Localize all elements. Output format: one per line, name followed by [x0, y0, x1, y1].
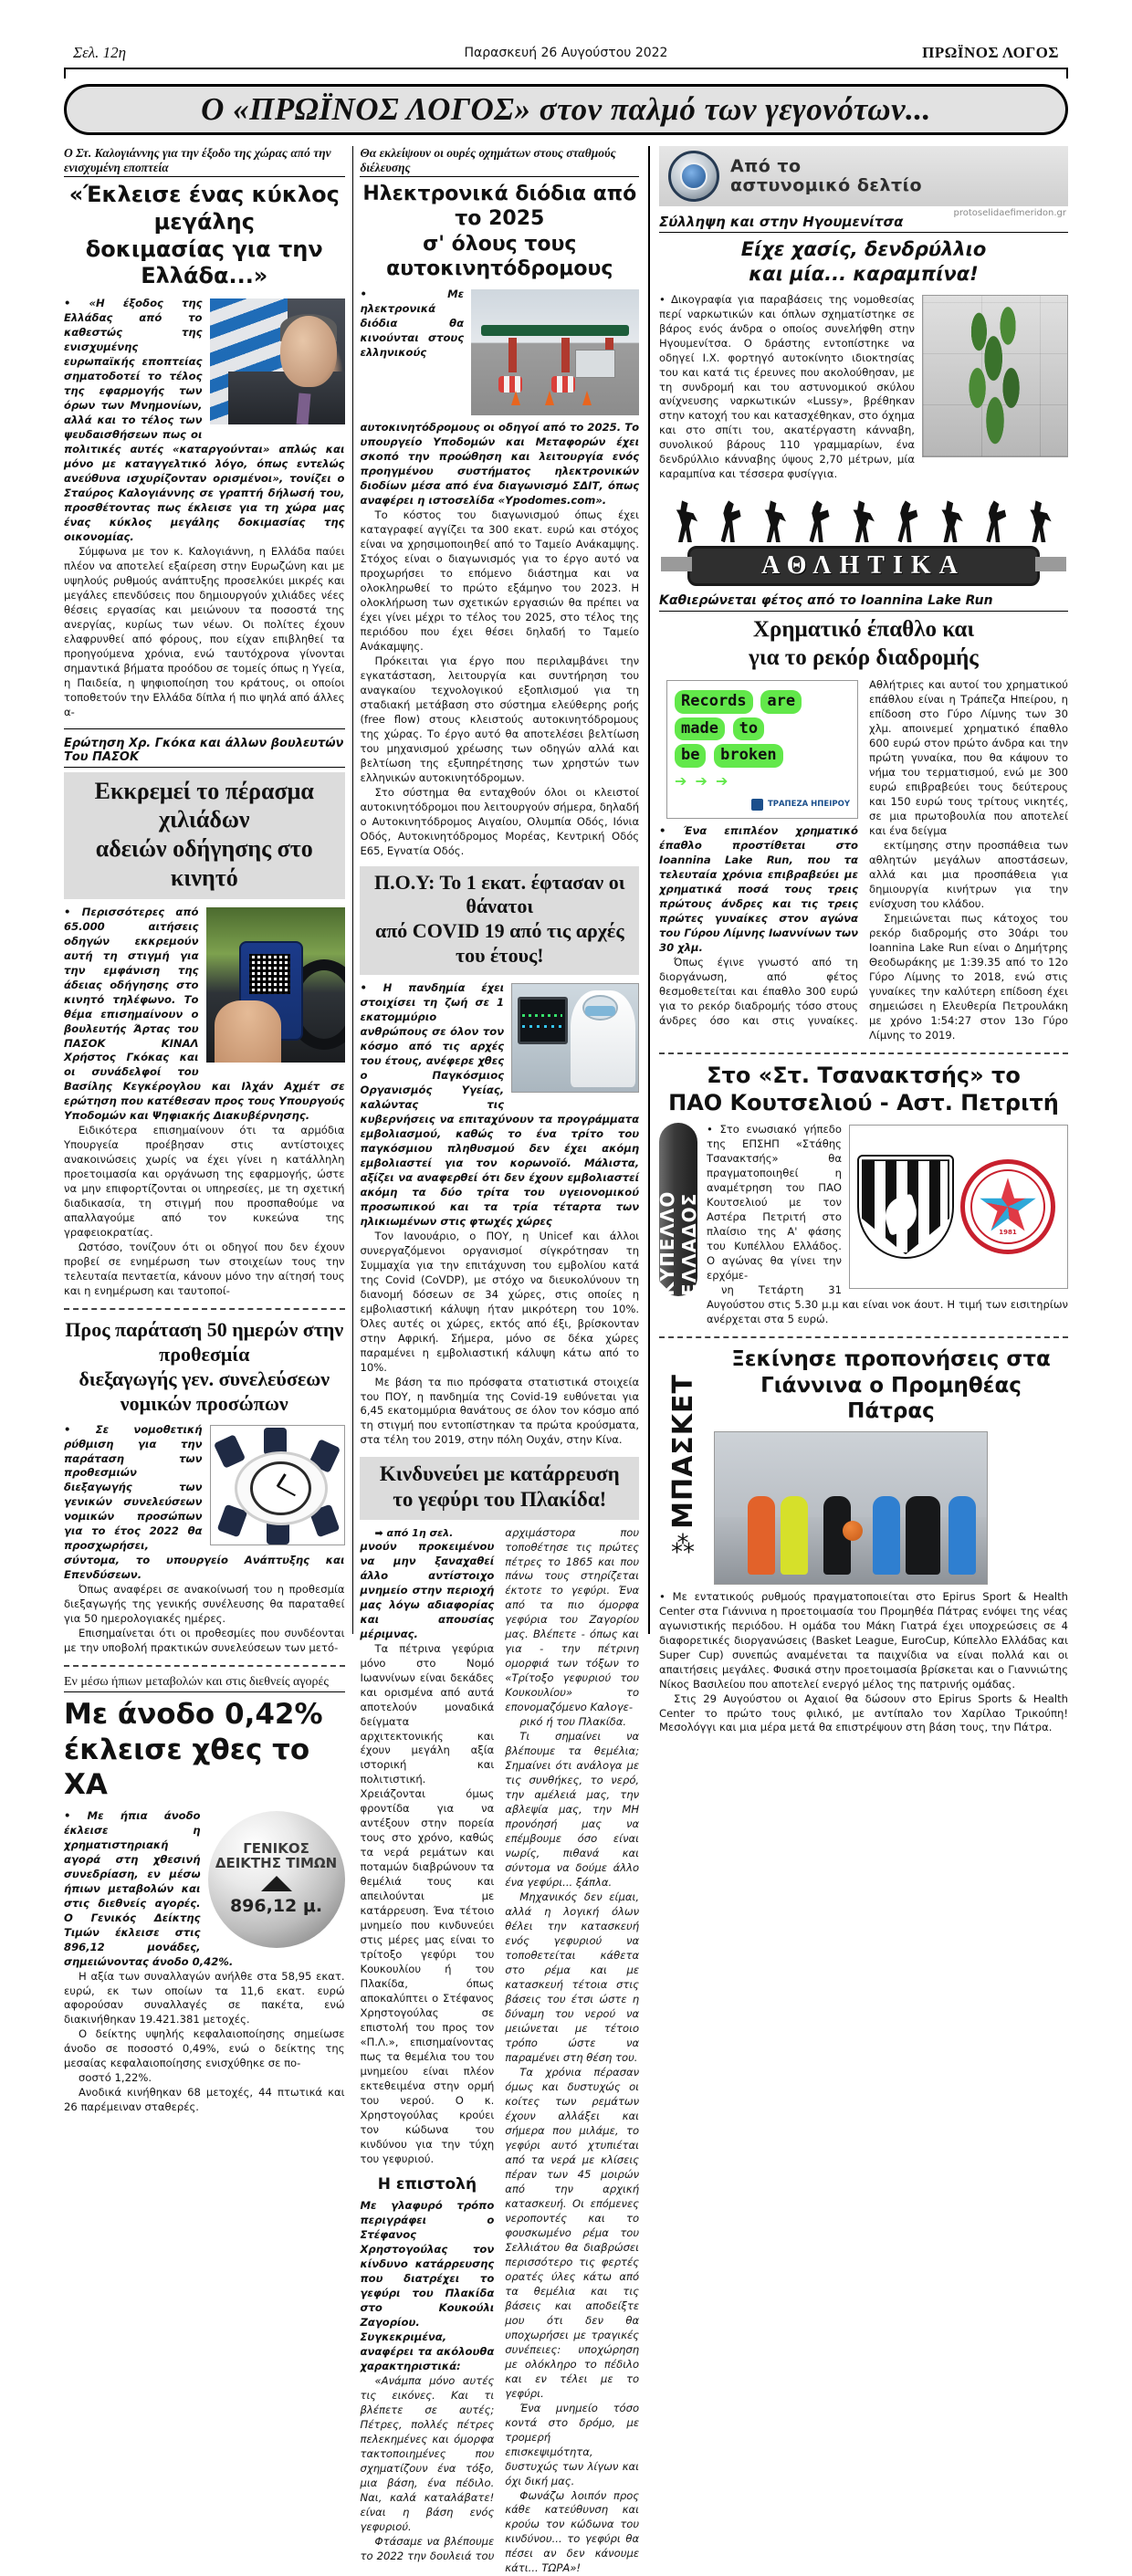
- poster-line-2: [675, 717, 850, 740]
- article-body: [707, 1123, 1068, 1327]
- basket-content-row: [659, 1346, 1068, 1585]
- headline-line-1: Είχε χασίς, δενδρύλλιο: [659, 237, 1068, 262]
- poster-word: to: [733, 717, 764, 740]
- poster-word: be: [675, 744, 706, 767]
- divider: [659, 1336, 1068, 1338]
- paragraph: Τα χρόνια πέρασαν όμως και δυστυχώς οι κοίτες των ρεμάτων έχουν αλλάξει και σήμερα που μιλάμε, το γεφύρι αυτό χτυπιέται από τα νερά με κλίσεις πέραν των 45 μοιρών από την αρχική κατασκευή. Οι επόμενες νεροποντές και το φουσκωμένο ρέμα του Σελλιάτου θα διαβρώσει περισσότερο τις φερτές ορατές ύλες κάτω από τα θεμέλια και τις βάσεις και αποδείξτε μου ότι δεν θα υποχωρήσει με τραγικές συνέπειες: υποχώρηση με ολόκληρο το πέδιλο και εν τέλει με το γεφύρι.: [505, 2066, 639, 2402]
- athlete-silhouette-icon: [763, 500, 787, 542]
- photo-kalogiannis: [210, 298, 345, 424]
- athlete-silhouette-icon: [675, 500, 698, 542]
- paragraph: Ο δείκτης υψηλής κεφαλαιοποίησης σημείωσε άνοδο σε ποσοστό 0,49%, ενώ ο δείκτης της μεσαίας κεφαλαιοποίησης ενισχύθηκε σε πο-: [64, 2027, 345, 2071]
- paragraph: Ένα μνημείο τόσο κοντά στο δρόμο, με τρομερή επισκεψιμότητα, δυστυχώς των λίγων και όχι δική μας.: [505, 2402, 639, 2489]
- bank-logo-icon: [751, 799, 763, 811]
- sports-section-banner: [659, 544, 1068, 588]
- paragraph: • Σε νομοθετική ρύθμιση για την παράταση των προθεσμιών διεξαγωγής των γενικών συνελεύσεων νομικών προσώπων για το έτος 2022 θα προσχωρήσει, σύντομα, το υπουργείο Ανάπτυξης και Επενδύσεων.: [64, 1423, 345, 1584]
- issue-date: Παρασκευή 26 Αυγούστου 2022: [64, 46, 1068, 60]
- paragraph: • «Η έξοδος της Ελλάδας από το καθεστώς της ενισχυμένης ευρωπαϊκής εποπτείας σηματοδοτεί το τέλος της εφαρμογής των όρων των Μνημονίων, αλλά και το τέλος των ψευδαισθήσεων πως οι πολιτικές αυτές «καταργούνται» απλώς και μόνο με καταγγελτικό λόγο, όπως εντελώς ανεύθυνα ισχυρίζονταν ορισμένοι», τονίζει ο Σταύρος Καλογιάννης σε γραπτή δήλωσή του, προσθέτοντας πως έκλεισε για τη χώρα μας ένας κύκλος μεγάλης δοκιμασίας της οικονομίας.: [64, 297, 345, 545]
- divider: [64, 1665, 345, 1667]
- column-left: [64, 146, 345, 1634]
- article-stocks: [64, 1675, 345, 2115]
- article-body: [64, 906, 345, 1300]
- article-headline: [360, 866, 639, 975]
- photo-covid-nurse: [511, 983, 639, 1093]
- paragraph: Το κόστος του διαγωνισμού όπως έχει καταγραφεί αγγίζει τα 300 εκατ. ευρώ και στόχος είναι να χρησιμοποιηθεί από το Ταμείο Ανάκαμψης. Στόχος είναι ο διαγωνισμός για το έργο αυτό να προχωρήσει το επόμενο διάστημα και να ολοκληρωθεί το πρώτο εξάμηνο του 2023. Η ολοκλήρωση των σχετικών εργασιών θα πρέπει να έχει γίνει μέχρι το τέλος του 2025, στο τέλος της περιόδου που έχει θέσει δηλαδή το Ταμείο Ανάκαμψης.: [360, 508, 639, 654]
- paragraph: • Ένα επιπλέον χρηματικό έπαθλο προστίθεται στο Ioannina Lake Run, που τα τελευταία χρόνια επιβραβεύει με χρηματικά ποσά τους τρεις πρώτους άνδρες και τις τρεις πρώτες γυναίκες στον αγώνα του Γύρου Λίμνης Ιωαννίνων των 30 χλμ.: [659, 678, 858, 956]
- headline-line-1: Με άνοδο 0,42%: [64, 1697, 345, 1732]
- paragraph: Τι σημαίνει να βλέπουμε τα θεμέλια; Σημαίνει ότι ανάλογα με τις συνθήκες, το νερό, την αμέλειά μας, την αβλεψία μας, την ΜΗ προνόησή μας να επέμβουμε όσο είναι νωρίς, πιθανά και σύντομα να δούμε άλλο ένα γεφύρι... ξάπλα.: [505, 1730, 639, 1890]
- poster-line-3: [675, 744, 850, 767]
- article-kicker: Εν μέσω ήπιων μεταβολών και στις διεθνείς αγορές: [64, 1675, 345, 1692]
- divider: [64, 728, 345, 729]
- sports-banner-plaque: [687, 546, 1039, 586]
- banner-tab-right: [1035, 557, 1066, 571]
- bank-name: ΤΡΑΠΕΖΑ ΗΠΕΙΡΟΥ: [768, 801, 850, 809]
- article-headline: [659, 616, 1068, 672]
- athlete-silhouette-icon: [852, 500, 875, 542]
- paragraph: • Δικογραφία για παραβάσεις της νομοθεσίας περί ναρκωτικών και όπλων σχηματίστηκε σε βάρος ενός άνδρα ο οποίος συνελήφθη στην Ηγουμενίτσα. Ο δράστης εντοπίστηκε να οδηγεί Ι.Χ. φορτηγό αυτοκίνητο ιδιοκτησίας του και κατά τις έρευνες που ακολούθησαν, με τη συνδρομή και του αστυνομικού σκύλου ανίχνευσης ναρκωτικών «Lussy», βρέθηκαν στην κατοχή του και κατασχέθηκαν, στο όχημα και στο σπίτι του, ακατέργαστη κάνναβη, συνολικού βάρους 110 γραμμαρίων, ένα δενδρύλλιο κάνναβης ύψους 2,70 μέτρων, μία καραμπίνα και τέσσερα φυσίγγια.: [659, 293, 1068, 483]
- sub-headline: Η επιστολή: [360, 2174, 494, 2195]
- article-kicker: Σύλληψη και στην Ηγουμενίτσα: [659, 214, 1068, 233]
- column-middle: [360, 146, 639, 1634]
- masthead-rule: [64, 68, 1068, 69]
- watermark: protoselidaefimeridon.gr: [954, 208, 1066, 218]
- headline-line-2: αδειών οδήγησης στο κινητό: [68, 834, 341, 892]
- paragraph: • Η πανδημία έχει στοιχίσει τη ζωή σε 1 εκατομμύριο ανθρώπους σε όλον τον κόσμο από τις αρχές του έτους, ανέφερε χθες ο Παγκόσμιος Οργανισμός Υγείας, καλώντας τις κυβερνήσεις να επιταχύνουν τα προγράμματα εμβολιασμού, καθώς το ένα τρίτο του παγκόσμιου πληθυσμού δεν έχει ακόμη εμβολιαστεί για τον κορωνοϊό. Μάλιστα, αξίζει να αναφερθεί ότι δεν έχουν εμβολιαστεί ακόμη τα δύο τρίτα του υγειονομικού προσωπικού και τα τρία τέταρτα των ηλικιωμένων στις φτωχές χώρες: [360, 981, 639, 1230]
- article-headline: [360, 182, 639, 281]
- article-body: [64, 1423, 345, 1657]
- police-badge-icon: [668, 151, 719, 202]
- article-headline: [360, 1457, 639, 1519]
- basket-side-label-text: ΜΠΑΣΚΕΤ: [667, 1374, 699, 1529]
- paragraph: νη Τετάρτη 31 Αυγούστου στις 5.30 μ.μ και είναι νοκ άουτ. Η τιμή των εισιτηρίων ανέρχεται στα 5 ευρώ.: [707, 1283, 1068, 1327]
- club-crests: [849, 1125, 1068, 1289]
- headline-line-1: «Έκλεισε ένας κύκλος μεγάλης: [64, 182, 345, 236]
- cup-side-label-text: ΚΥΠΕΛΛΟ ΕΛΛΑΔΟΣ: [656, 1123, 700, 1296]
- article-body: [360, 288, 639, 859]
- article-police: [659, 214, 1068, 482]
- paragraph: Με γλαφυρό τρόπο περιγράφει ο Στέφανος Χρηστογούλας τον κίνδυνο κατάρρευσης που διατρέχει το γεφύρι του Πλακίδα στο Κουκούλι Ζαγορίου. Συγκεκριμένα, αναφέρει τα ακόλουθα χαρακτηριστικά:: [360, 2199, 494, 2374]
- article-body: [360, 1526, 639, 2576]
- running-figure-icon: ⁂: [671, 1533, 695, 1556]
- poster-word: are: [760, 690, 802, 713]
- paragraph: Σημειώνεται πως κάτοχος του ρεκόρ διαδρομής στο 30άρι του Ioannina Lake Run είναι ο Δημήτρης Θεοδωράκης με 1:39.35 από το 12ο Γύρο Λίμνης το 2018, ενώ στις γυναίκες την καλύτερη επίδοση έχει σημειώσει η Ελευθερία Πετρουλάκη με χρόνο 1:54:27 στον 13ο Γύρο Λίμνης το 2019.: [869, 912, 1068, 1043]
- paragraph: Φτάσαμε να βλέπουμε το 2022 την δουλειά του αρχιμάστορα που τοποθέτησε τις πρώτες πέτρες το 1865 και που πάνω τους στηρίζεται έκτοτε το γεφύρι. Ένα από τα πιο όμορφα γεφύρια του Ζαγορίου μας. Βλέπετε - όπως και για - την πέτρινη ομορφιά των τόξων το «Τρίτοξο γεφυριού του Κουκουλίου» το επονομαζόμενο Καλογε-: [360, 1526, 639, 2576]
- divider: [659, 1052, 1068, 1054]
- article-headline: [714, 1346, 1068, 1425]
- headline-line-2: ΠΑΟ Κουτσελιού - Αστ. Πετριτή: [659, 1090, 1068, 1117]
- crest-pao-koutseliou: [862, 1159, 949, 1254]
- paragraph: Στις 29 Αυγούστου οι Αχαιοί θα δώσουν στο Epirus Sports & Health Center το πρώτο τους φιλικό, με αντίπαλο τον Χαρίλαο Τρικούπη! Μεσολόγγι και μια μέρα μετά θα επιστρέψουν στη βάση τους, την Πάτρα.: [659, 1692, 1068, 1736]
- page-number: Σελ. 12η: [69, 44, 131, 62]
- headline-line-1: Π.Ο.Υ: Το 1 εκατ. έφτασαν οι θάνατοι: [363, 871, 635, 920]
- athlete-silhouette-icon: [940, 500, 964, 542]
- column-right: [659, 146, 1068, 1634]
- police-title-line-1: Από το: [730, 157, 922, 176]
- article-licences: [64, 737, 345, 1300]
- crest-asteras-petriti: 1981: [960, 1159, 1055, 1254]
- article-headline: [64, 1318, 345, 1416]
- divider: [64, 1308, 345, 1310]
- athlete-silhouette-icon: [719, 500, 743, 542]
- paragraph: Επισημαίνεται ότι οι προθεσμίες που συνδέονται με την υποβολή πρακτικών συνελεύσεων των μετό-: [64, 1627, 345, 1656]
- index-label-1: ΓΕΝΙΚΟΣ: [243, 1841, 309, 1857]
- poster-arrows-icon: ➔ ➔ ➔: [675, 771, 850, 791]
- masthead: [64, 44, 1068, 79]
- paragraph: Ανοδικά κινήθηκαν 68 μετοχές, 44 πτωτικά και 26 παρέμειναν σταθερές.: [64, 2086, 345, 2115]
- article-kicker: Ερώτηση Χρ. Γκόκα και άλλων βουλευτών Του ΠΑΣΟΚ: [64, 737, 345, 768]
- paragraph: • Με ηλεκτρονικά διόδια θα κινούνται στους ελληνικούς αυτοκινητόδρομους οι οδηγοί από το 2025. Το υπουργείο Υποδομών και Μεταφορών έχει σκοπό την προώθηση και λειτουργία ενός προηγμένου συστήματος ηλεκτρονικών διοδίων μέσα από ένα διαγωνισμό ΣΔΙΤ, όπως αναφέρει η ιστοσελίδα «Ypodomes.com».: [360, 288, 639, 508]
- article-body: [64, 297, 345, 720]
- article-basket: [659, 1346, 1068, 1735]
- article-tolls: [360, 146, 639, 859]
- paragraph: «Ανάμπα μόνο αυτές τις εικόνες. Και τι βλέπετε σε αυτές; Πέτρες, πολλές πέτρες πελεκημένες και όμορφα τακτοποιημένες που σχηματίζουν ένα τόξο, μια βάση, ένα πέδιλο. Ναι, καλά καταλάβατε! είναι η βάση ενός γεφυριού.: [360, 2374, 494, 2535]
- police-section-header: [659, 146, 1068, 206]
- headline-line-2: διεξαγωγής γεν. συνελεύσεων νομικών προσώπων: [64, 1367, 345, 1417]
- headline-line-1: Χρηματικό έπαθλο και: [659, 616, 1068, 644]
- headline-line-1: Εκκρεμεί το πέρασμα χιλιάδων: [68, 777, 341, 834]
- paragraph: Μηχανικός δεν είμαι, αλλά η λογική όλων θέλει την κατασκευή ενός γεφυριού να τοποθετείται κάθετα στο ρέμα και με κατασκευή τέτοια στις βάσεις του έτσι ώστε η δύναμη του νερού να μειώνεται με τέτοιο τρόπο ώστε να παραμένει στη θέση του.: [505, 1890, 639, 2066]
- article-body: [64, 1809, 345, 2116]
- article-body: [659, 293, 1068, 483]
- poster-sponsor: [751, 799, 850, 811]
- column-divider: [352, 146, 353, 1634]
- basket-main: [714, 1346, 1068, 1585]
- cup-content-row: [659, 1123, 1068, 1327]
- paragraph: • Με ήπια άνοδο έκλεισε η χρηματιστηριακή αγορά στη χθεσινή συνεδρίαση, εν μέσω ήπιων μεταβολών και στις διεθνείς αγορές. Ο Γενικός Δείκτης Τιμών έκλεισε στις 896,12 μονάδες, σημειώνοντας άνοδο 0,42%.: [64, 1809, 345, 1970]
- paragraph: Σύμφωνα με τον κ. Καλογιάννη, η Ελλάδα παύει πλέον να αποτελεί εξαίρεση στην Ευρωζώνη και με υψηλούς ρυθμούς ανάπτυξης προσελκύει μικρές και μεγάλες επενδύσεις που δημιουργούν χιλιάδες νέες θέσεις εργασίας και μειώνουν τα ποσοστά της ανεργίας, κυρίως των νέων. Οι πολίτες έχουν ελαφρυνθεί από φόρους, που είχαν επιβληθεί τα προηγούμενα χρόνια, ενώ ταυτόχρονα γίνονται σημαντικά βήματα προόδου σε τομείς όπως η Υγεία, η Παιδεία, η ψηφιοποίηση του κράτους, οι οποίοι τοποθετούν την Ελλάδα δίπλα ή πιο ψηλά από άλλες α-: [64, 545, 345, 720]
- poster-records-are-made-to-be-broken: [666, 680, 858, 819]
- paragraph: ρικό ή του Πλακίδα.: [505, 1715, 639, 1730]
- paragraph: • Στο ενωσιακό γήπεδο της ΕΠΣΗΠ «Στάθης Τσανακτσής» θα πραγματοποιηθεί η αναμέτρηση του ΠΑΟ Κουτσελιού με τον Αστέρα Πετριτή στο πλαίσιο της Α' φάσης του Κυπέλλου Ελλάδος. Ο αγώνας θα γίνει την ερχόμε-: [707, 1123, 1068, 1283]
- photo-basketball-training: [714, 1431, 988, 1585]
- athlete-silhouette-icon: [1029, 500, 1053, 542]
- headline-line-2: το γεφύρι του Πλακίδα!: [363, 1487, 635, 1513]
- police-section-title: [730, 157, 922, 196]
- headline-line-2: έκλεισε χθες το ΧΑ: [64, 1733, 345, 1803]
- headline-line-2: Γιάννινα ο Προμηθέας Πάτρας: [714, 1373, 1068, 1425]
- article-body: [659, 1590, 1068, 1736]
- sports-silhouettes-strip: [659, 482, 1068, 542]
- article-bridge: [360, 1457, 639, 2576]
- article-headline: [64, 1697, 345, 1802]
- headline-line-1: Ηλεκτρονικά διόδια από το 2025: [360, 182, 639, 232]
- photo-toll-station: [471, 289, 639, 415]
- headline-line-1: Ξεκίνησε προπονήσεις στα: [714, 1346, 1068, 1373]
- column-divider: [648, 146, 650, 1634]
- poster-word: Records: [675, 690, 753, 713]
- photo-driving-licence-phone: [206, 907, 345, 1063]
- article-headline: [659, 1063, 1068, 1117]
- index-label-2: ΔΕΙΚΤΗΣ ΤΙΜΩΝ: [215, 1856, 337, 1871]
- index-value: 896,12 μ.: [230, 1894, 322, 1918]
- athlete-silhouette-icon: [984, 500, 1008, 542]
- athlete-silhouette-icon: [808, 500, 832, 542]
- photo-cannabis-seizure: [922, 295, 1068, 457]
- paragraph: μνούν προκειμένου να μην ξαναχαθεί άλλο αντίστοιχο μνημείο στην περιοχή μας λόγω αδιαφορίας και απουσίας μέριμνας.: [360, 1540, 494, 1642]
- paragraph: εκτίμησης στην προσπάθεια των αθλητών μεγάλων αποστάσεων, αλλά και μια προσπάθεια για δημιουργία κινήτρων για την ενίσχυση του κλάδου.: [869, 839, 1068, 912]
- headline-line-2: σ' όλους τους αυτοκινητόδρομους: [360, 232, 639, 282]
- article-assemblies: [64, 1318, 345, 1656]
- paragraph: σοστό 1,22%.: [64, 2071, 345, 2086]
- poster-word: made: [675, 717, 725, 740]
- page-columns: [64, 146, 1068, 1634]
- headline-line-2: και μία... καραμπίνα!: [659, 262, 1068, 287]
- cup-side-label: [659, 1123, 697, 1296]
- continued-from: ➡ από 1η σελ.: [360, 1526, 494, 1540]
- article-body: [360, 981, 639, 1449]
- paragraph: • Περισσότερες από 65.000 αιτήσεις οδηγών εκκρεμούν αυτή τη στιγμή για την εμφάνιση της άδειας οδήγησης στο κινητό τηλέφωνο. Το θέμα επισημαίνουν ο βουλευτής Άρτας του ΠΑΣΟΚ ΚΙΝΑΛ Χρήστος Γκόκας και οι συνάδελφοί του Βασίλης Κεγκέρογλου και Ιλχάν Αχμέτ σε ερώτηση που κατέθεσαν προς τους Υπουργούς Υποδομών και Ψηφιακής Διακυβέρνησης.: [64, 906, 345, 1125]
- paper-name: ΠΡΩΪΝΟΣ ΛΟΓΟΣ: [917, 44, 1063, 62]
- paragraph: Στο σύστημα θα ενταχθούν όλοι οι κλειστοί αυτοκινητόδρομοι που λειτουργούν σήμερα, δηλαδή ο Αυτοκινητόδρομος Αιγαίου, Ολυμπία Οδός, Ιόνια Οδός, Αυτοκινητόδρομος Μορέας, Κεντρική Οδός Ε65, Εγνατία Οδός.: [360, 786, 639, 859]
- paragraph: • Με εντατικούς ρυθμούς πραγματοποιείται στο Epirus Sport & Health Center στα Γιάννινα η προετοιμασία του Προμηθέα Πάτρας ενόψει της νέας αγωνιστικής περιόδου. Η ομάδα του Μάκη Γιατρά έχει υποχρεώσεις σε 4 διαφορετικές διοργανώσεις (Basket League, EuroCup, Κύπελλο Ελλάδας και Super Cup) συνεπώς αναμένεται τα παιχνίδια να είναι πολλά και οι απαιτήσεις μεγάλες. Φυσικά στην προετοιμασία βρίσκεται και ο Γιαννιώτης Νίκος Βασιλείου που αποτελεί ενεργό μέλος της πατρινής ομάδας.: [659, 1590, 1068, 1692]
- poster-line-1: [675, 690, 850, 713]
- athlete-silhouette-icon: [896, 500, 919, 542]
- article-kalogiannis: [64, 146, 345, 720]
- paragraph: Ειδικότερα επισημαίνουν ότι τα αρμόδια Υπουργεία προέβησαν στις αντίστοιχες ανακοινώσεις χωρίς να έχει γίνει η κατάλληλη προετοιμασία και οργάνωση της εφαρμογής, ώστε να μην επιφορτίζονται οι υπηρεσίες, με τη σχετική διαδικασία, τη στιγμή που προσπαθούμε να απαλλαγούμε από τον κυκεώνα της γραφειοκρατίας.: [64, 1124, 345, 1241]
- headline-line-2: δοκιμασίας για την Ελλάδα...»: [64, 236, 345, 291]
- headline-line-2: για το ρεκόρ διαδρομής: [659, 644, 1068, 673]
- stock-index-graphic: [208, 1811, 345, 1948]
- up-arrow-icon: [261, 1876, 292, 1891]
- paragraph: Τα πέτρινα γεφύρια μόνο στο Νομό Ιωαννίνων είναι δεκάδες και ορισμένα από αυτά αποτελούν μοναδικά δείγματα αρχιτεκτονικής και έχουν μεγάλη αξία ιστορική και πολιτιστική. Χρειάζονται όμως φροντίδα για να αντέξουν στην πορεία τους στο χρόνο, καθώς τα νερά ρεμάτων και ποταμών διαβρώνουν τα θεμέλιά τους και απειλούνται με κατάρρευση. Ένα τέτοιο μνημείο που κινδυνεύει στις μέρες μας είναι το τρίτοξο γεφύρι του Κουκουλίου ή του Πλακίδα, όπως αποκαλύπτει ο Στέφανος Χρηστογούλας σε επιστολή του προς τον «Π.Λ.», επισημαίνοντας πως τα θεμέλια του του μνημείου είναι πλέον εκτεθειμένα στην ορμή του νερού. Ο κ. Χρηστογούλας κρούει τον κώδωνα του κινδύνου για την τύχη του γεφυριού.: [360, 1642, 494, 2167]
- basket-side-label: [659, 1346, 707, 1556]
- section-banner-text: Ο «ΠΡΩΪΝΟΣ ΛΟΓΟΣ» στον παλμό των γεγονότων...: [201, 91, 931, 128]
- paragraph: Πρόκειται για έργο που περιλαμβάνει την εγκατάσταση, λειτουργία και συντήρηση του αναγκαίου τεχνολογικού εξοπλισμού για τη σταδιακή μετάβαση στο σύστημα ελεύθερης ροής (free flow) στους κλειστούς αυτοκινητόδρομους της χώρας. Το έργο αυτό θα αποτελέσει βελτίωση του μηχανισμού χρέωσης των οδηγών αλλά και βελτίωση της εξυπηρέτησης των χρηστών των ελληνικών αυτοκινητόδρομων.: [360, 654, 639, 786]
- headline-line-1: Προς παράταση 50 ημερών στην προθεσμία: [64, 1318, 345, 1367]
- article-cup: [659, 1063, 1068, 1327]
- paragraph: Με βάση τα πιο πρόσφατα στατιστικά στοιχεία του ΠΟΥ, η πανδημία της Covid-19 ευθύνεται για 6,45 εκατομμύρια θανάτους σε όλον τον κόσμο από τη στιγμή που εντοπίστηκαν τα πρώτα κρούσματα, στα τέλη του 2019, στην πόλη Ουχάν, στην Κίνα.: [360, 1376, 639, 1449]
- police-title-line-2: αστυνομικό δελτίο: [730, 176, 922, 195]
- newspaper-page: [0, 44, 1132, 1661]
- sports-banner-text: ΑΘΛΗΤΙΚΑ: [761, 551, 966, 581]
- article-kicker: Θα εκλείψουν οι ουρές οχημάτων στους σταθμούς διέλευσης: [360, 146, 639, 177]
- banner-tab-left: [661, 557, 692, 571]
- headline-line-2: από COVID 19 από τις αρχές του έτους!: [363, 919, 635, 969]
- general-index-sphere: [208, 1811, 345, 1948]
- photo-meeting-table-clock: [210, 1425, 345, 1545]
- article-who: [360, 866, 639, 1449]
- headline-line-1: Κινδυνεύει με κατάρρευση: [363, 1461, 635, 1487]
- article-body: [659, 678, 1068, 1043]
- paragraph: Όπως έγινε γνωστό από τη διοργάνωση, από φέτος θεσμοθετείται και έπαθλο 300 ευρώ για το ρεκόρ διαδρομής τόσο στους άνδρες όσο και στις γυναίκες. Αθλήτριες και αυτοί του χρηματικού επάθλου είναι η Τράπεζα Ηπείρου, η επίδοση στο Γύρο Λίμνης των 30 χλμ. αποινεμεί χρηματικό έπαθλο 600 ευρώ στον πρώτο άνδρα και την πρώτη γυναίκα, που θα κάψουν το νήμα του τερματισμού, ενώ με 300 ευρώ επιβραβεύει τους δεύτερους και 150 ευρώ τους τρίτους νικητές, σε μια πρωτοβουλία που αποτελεί και ένα δείγμα: [659, 678, 1068, 1043]
- section-banner: [64, 84, 1068, 135]
- article-lakerun: [659, 593, 1068, 1042]
- article-kicker: Ο Στ. Καλογιάννης για την έξοδο της χώρας από την ενισχυμένη εποπτεία: [64, 146, 345, 177]
- article-headline: [64, 182, 345, 290]
- paragraph: Ωστόσο, τονίζουν ότι οι οδηγοί που δεν έχουν προβεί σε ενημέρωση των στοιχείων τους την τελευταία πενταετία, κάνουν μόνο την αίτησή τους και η ενημέρωση και ταυτοποί-: [64, 1241, 345, 1299]
- poster-word: broken: [714, 744, 782, 767]
- paragraph: Φωνάζω λοιπόν προς κάθε κατεύθυνση και κρούω τον κώδωνα του κινδύνου... το γεφύρι θα πέσει αν δεν κάνουμε κάτι... ΤΩΡΑ»!: [505, 2489, 639, 2576]
- paragraph: Η αξία των συναλλαγών ανήλθε στα 58,95 εκατ. ευρώ, εκ των οποίων τα 11,6 εκατ. ευρώ αφορούσαν συναλλαγές σε πακέτα, ενώ διακινήθηκαν 19.421.381 μετοχές.: [64, 1970, 345, 2028]
- article-headline: [659, 237, 1068, 288]
- headline-line-1: Στο «Στ. Τσανακτσής» το: [659, 1063, 1068, 1090]
- article-headline: [64, 772, 345, 899]
- paragraph: Τον Ιανουάριο, ο ΠΟΥ, η Unicef και άλλοι συνεργαζόμενοι οργανισμοί σίγκρότησαν τη Συμμαχία για την επιτάχυνση του εμβολίου κατά της Covid (CoVDP), με στόχο να διευκολύνουν τη διανομή δόσεων σε 34 χώρες, στις οποίες η εμβολιαστική κάλυψη ήταν μικρότερη του 10%. Όλες αυτές οι χώρες, εκτός από έξι, βρίσκονταν στην Αφρική. Σήμερα, μόνο σε δέκα χώρες παραμένει η εμβολιαστική κάλυψη κάτω από το 10%.: [360, 1230, 639, 1376]
- article-kicker: Καθιερώνεται φέτος από το Ioannina Lake Run: [659, 593, 1068, 612]
- paragraph: Όπως αναφέρει σε ανακοίνωσή του η προθεσμία διεξαγωγής της γενικής συνέλευσης θα παραταθεί για 50 ημερολογιακές ημέρες.: [64, 1583, 345, 1627]
